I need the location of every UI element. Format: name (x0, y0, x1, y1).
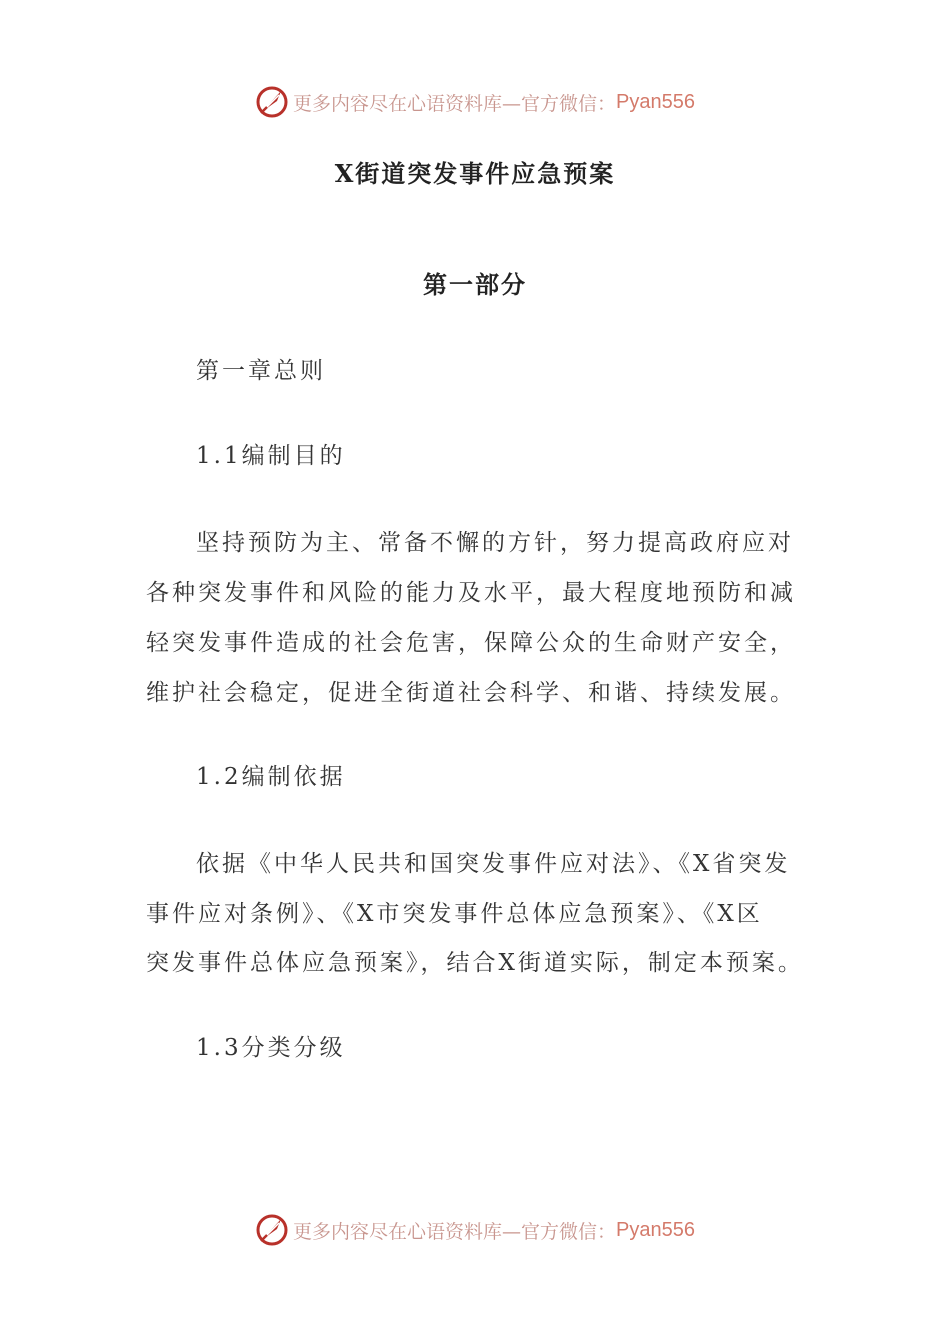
paragraph-line: 事件应对条例》、《X市突发事件总体应急预案》、《X区 (146, 901, 763, 927)
part-title: 第一部分 (423, 270, 527, 299)
paragraph-line: 依据《中华人民共和国突发事件应对法》、《X省突发 (196, 851, 791, 877)
banner-wechat-id: Pyan556 (616, 90, 695, 113)
paragraph-line: 维护社会稳定，促进全街道社会科学、和谐、持续发展。 (146, 680, 796, 706)
section-heading-1-1: 1.1编制目的 (196, 443, 346, 469)
header-banner (0, 82, 950, 122)
section-heading-1-3: 1.3分类分级 (196, 1035, 346, 1061)
section-heading-1-2: 1.2编制依据 (196, 764, 346, 790)
paragraph-line: 各种突发事件和风险的能力及水平，最大程度地预防和减 (146, 580, 796, 606)
document-title: X街道突发事件应急预案 (334, 159, 616, 188)
quill-logo-icon (255, 85, 289, 119)
banner-wechat-id: Pyan556 (616, 1218, 695, 1241)
banner-text: 更多内容尽在心语资料库—官方微信： (293, 92, 617, 115)
paragraph-line: 突发事件总体应急预案》，结合X街道实际，制定本预案。 (146, 950, 804, 976)
quill-logo-icon (255, 1213, 289, 1247)
banner-text: 更多内容尽在心语资料库—官方微信： (293, 1220, 617, 1243)
chapter-heading: 第一章总则 (196, 358, 326, 384)
paragraph-line: 坚持预防为主、常备不懈的方针，努力提高政府应对 (196, 530, 794, 556)
paragraph-line: 轻突发事件造成的社会危害，保障公众的生命财产安全， (146, 630, 796, 656)
footer-banner (0, 1210, 950, 1250)
